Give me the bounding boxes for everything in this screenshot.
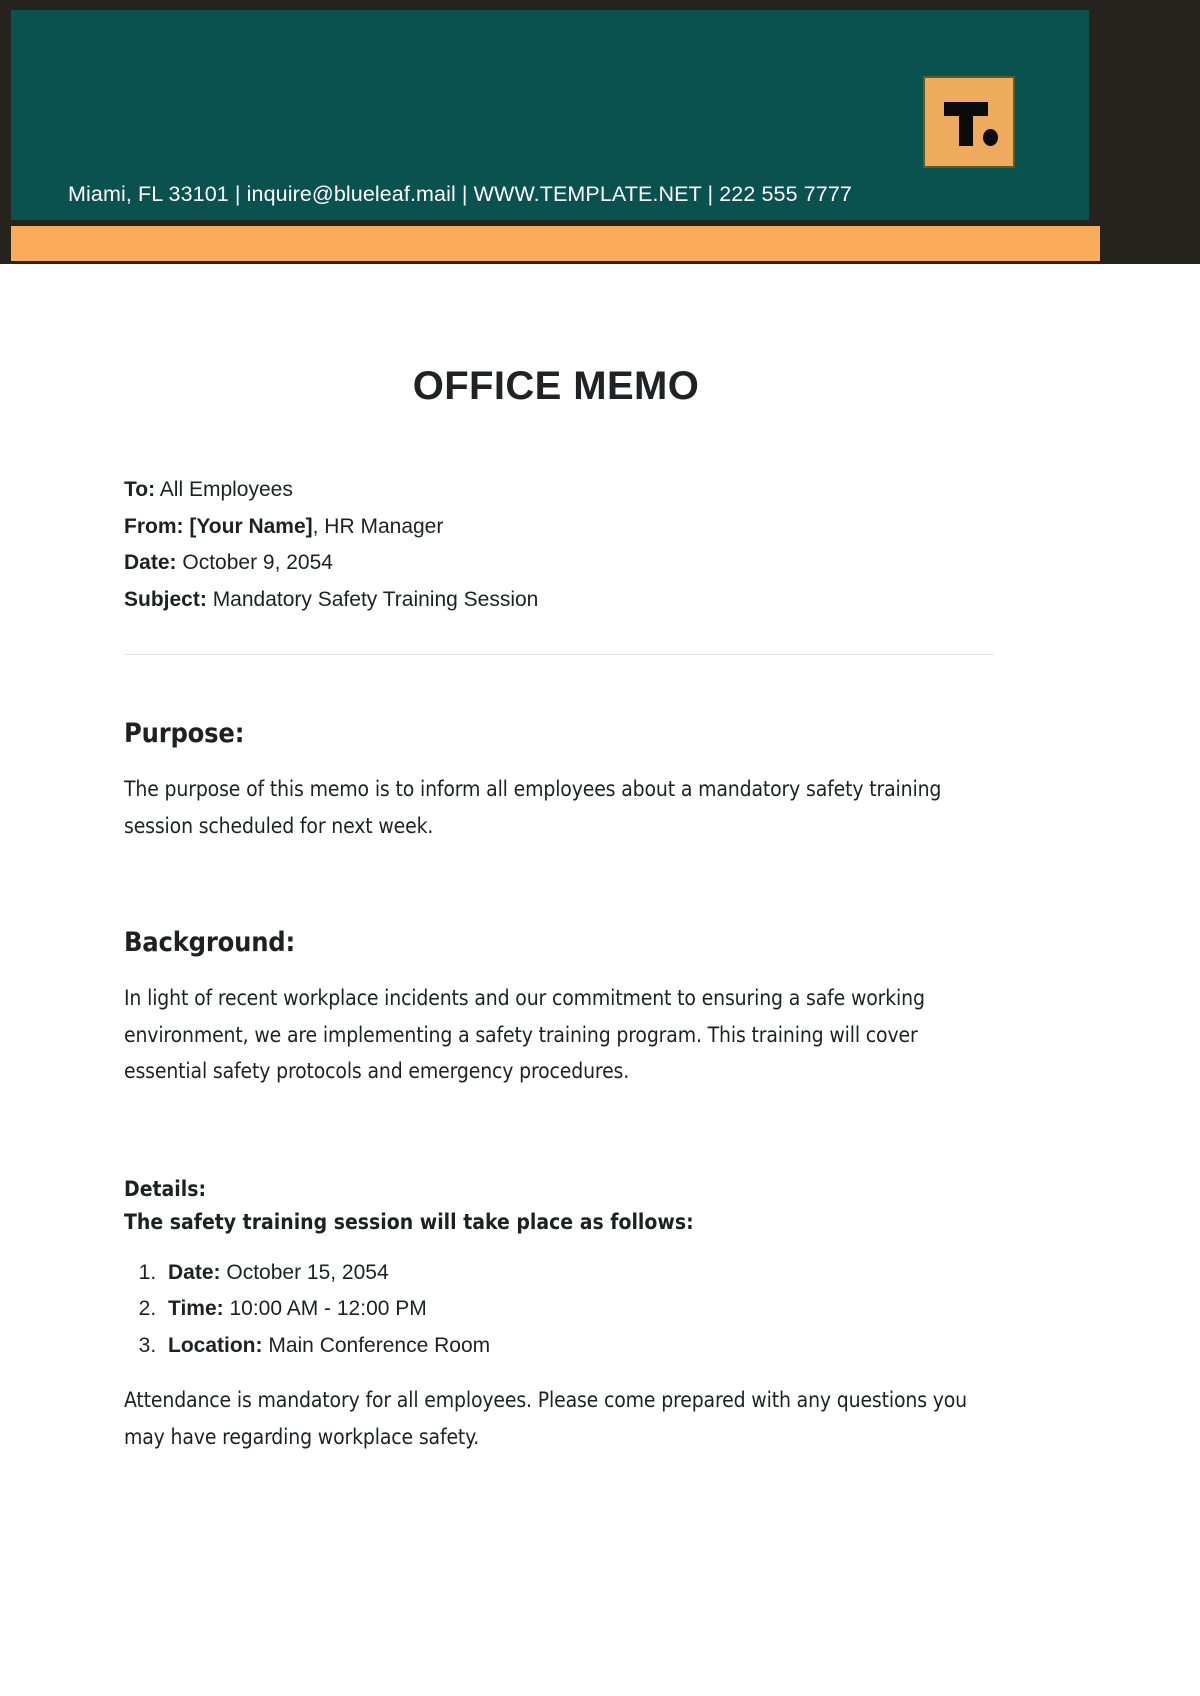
company-logo xyxy=(923,76,1015,168)
meta-value-from-role: , HR Manager xyxy=(312,514,444,538)
details-list xyxy=(124,1255,994,1365)
meta-label-from: From: xyxy=(124,514,184,538)
meta-row-from xyxy=(124,509,994,546)
content-column xyxy=(124,264,994,1455)
meta-row-to xyxy=(124,472,994,509)
meta-row-subject xyxy=(124,582,994,619)
spacer-background-heading xyxy=(124,958,994,980)
spacer-before-purpose xyxy=(124,655,994,718)
detail-label-location: Location: xyxy=(168,1333,263,1357)
spacer-purpose-heading xyxy=(124,749,994,771)
list-item xyxy=(162,1291,994,1328)
detail-value-location: Main Conference Room xyxy=(268,1333,491,1357)
detail-value-date: October 15, 2054 xyxy=(226,1260,389,1284)
memo-meta-block xyxy=(124,472,994,618)
details-subtitle: The safety training session will take place as follows: xyxy=(124,1209,694,1234)
logo-dot-icon xyxy=(983,129,998,146)
meta-value-subject: Mandatory Safety Training Session xyxy=(212,587,539,611)
header-contact-line: Miami, FL 33101 | inquire@blueleaf.mail | WWW.TEMPLATE.NET | 222 555 7777 xyxy=(68,182,852,206)
section-body-background: In light of recent workplace incidents and our commitment to ensuring a safe working environment, we are implementing a safety training program. This training will cover essential safety protocols and emergency procedures. xyxy=(124,986,925,1083)
detail-value-time: 10:00 AM - 12:00 PM xyxy=(229,1297,427,1320)
list-item xyxy=(162,1255,994,1292)
meta-label-date: Date: xyxy=(124,551,177,574)
header-band xyxy=(11,10,1089,220)
section-details xyxy=(124,1173,994,1456)
meta-value-date: October 9, 2054 xyxy=(182,551,333,574)
details-closing-paragraph: Attendance is mandatory for all employees. Please come prepared with any questions you may have regarding workplace safety. xyxy=(124,1388,968,1449)
logo-mark-t-dot xyxy=(925,78,1013,166)
section-heading-purpose: Purpose: xyxy=(124,718,245,749)
spacer-before-background xyxy=(124,844,994,927)
spacer-before-details xyxy=(124,1090,994,1173)
details-label: Details: xyxy=(124,1176,207,1201)
section-background xyxy=(124,927,994,1090)
section-body-purpose: The purpose of this memo is to inform all employees about a mandatory safety training session scheduled for next week. xyxy=(124,777,942,838)
meta-value-from-name: [Your Name] xyxy=(189,514,313,538)
section-heading-background: Background: xyxy=(124,927,296,958)
detail-label-date: Date: xyxy=(168,1260,221,1284)
meta-value-to: All Employees xyxy=(159,478,293,501)
meta-label-to: To: xyxy=(124,478,156,501)
orange-accent-bar xyxy=(11,226,1100,261)
page-title: OFFICE MEMO xyxy=(412,364,700,408)
section-purpose xyxy=(124,718,994,844)
meta-label-subject: Subject: xyxy=(124,587,207,611)
meta-row-date xyxy=(124,545,994,582)
detail-label-time: Time: xyxy=(168,1297,224,1320)
list-item xyxy=(162,1328,994,1365)
document-body xyxy=(0,264,1200,1696)
logo-t-stem-icon xyxy=(959,102,973,146)
